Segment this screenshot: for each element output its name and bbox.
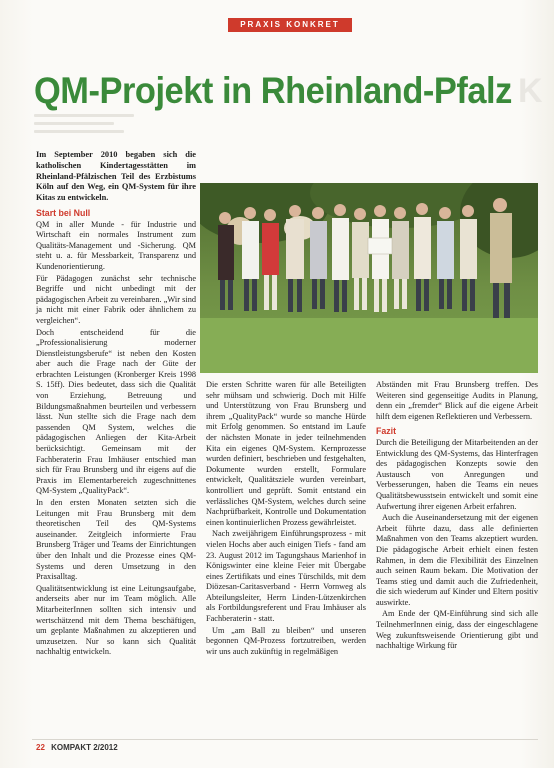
text-column-2 [206,380,366,658]
publication-name: KOMPAKT 2/2012 [51,743,118,752]
paragraph: Doch entscheidend für die „Professionalisierung moderner Dienstleistungsberufe“ ist neben den Kosten aber auch die Frage nach der Güte der erbrachten Leistungen (Kronberger Kreis 1998 S. 15ff). Dies bedeutet, dass sich die Qualität von Erziehung, Betreuung und Bildungsmaßnahmen beurteilen und verbessern lässt. Nun stellte sich die Frage nach dem passenden QM System, welches die pädagogischen Anliegen der Kita-Arbeit berücksichtigt. Gemeinsam mit der Fachberaterin Frau Imhäuser entschied man sich für Frau Brunsberg und ihr eigens auf die Praxis im Elementarbereich zugeschnittenes QM-System „QualityPack“. [36,327,196,496]
subhead-fazit: Fazit [376,426,397,437]
page-number: 22 [36,743,45,752]
paragraph: Nach zweijährigem Einführungsprozess - mit vielen Hochs aber auch einigen Tiefs - fand am 23. August 2012 im Tagungshaus Marienhof in Königswinter eine kleine Feier mit Übergabe eines Zertifikats und eines Türschilds, mit dem Diözesan-Caritasverband - Herrn Vornweg als Abteilungsleiter, Herrn Linden-Lützenkirchen als Fortbildungsreferent und Frau Imhäuser als Fachberaterin - statt. [206,529,366,624]
paragraph: In den ersten Monaten setzten sich die Leitungen mit Frau Brunsberg mit dem theoretischen Teil des QM-Systems auseinander. Zeitgleich informierte Frau Brunsberg Träger und Teams der Einrichtungen über den Inhalt und die Prozesse eines QM-Systems und deren Umsetzung in den Praxisalltag. [36,498,196,582]
footer-rule [32,739,538,740]
group-photo-illustration [200,183,538,373]
certificate [368,238,392,254]
paragraph: Am Ende der QM-Einführung sind sich alle TeilnehmerInnen einig, dass der eingeschlagene Weg zukunftsweisende Orientierung gibt und nachhaltige Wirkung für [376,609,538,651]
section-tag: PRAXIS KONKRET [228,18,352,32]
text-column-1 [36,150,196,659]
lead-paragraph: Im September 2010 begaben sich die katholischen Kindertagesstätten im Rheinland-Pfälzischen Teil des Erzbistums Köln auf den Weg, ein QM-System für ihre Kitas zu entwickeln. [36,150,196,203]
title-ghost-letter: K [518,72,543,110]
subhead-start: Start bei Null [36,207,91,218]
page-title: QM-Projekt in Rheinland-Pfalz [34,70,512,111]
paragraph: Abständen mit Frau Brunsberg treffen. Des Weiteren sind gegenseitige Audits in Planung, denn ein „fremder“ Blick auf die eigene Arbeit hilft dem eigenen Reflektieren und Verbessern. [376,380,538,421]
paragraph: Auch die Auseinandersetzung mit der eigenen Arbeit führte dazu, dass alle definierten Maßnahmen von den Teams akzeptiert wurden. Die pädagogische Arbeit erhielt einen festen Rahmen, in dem die Flexibilität des Einzelnen auch seinen Raum bekam. Die Motivation der Teams stieg und damit auch die Zufriedenheit, die sich wiederum auf Kinder und Eltern positiv auswirkte. [376,513,538,607]
paragraph: Durch die Beteiligung der Mitarbeitenden an der Entwicklung des QM-Systems, das Hinterfragen des pädagogischen Konzepts sowie den Austausch von Anregungen und Verbesserungen, haben die Teams ein neues Qualitätsbewusstsein entwickelt und somit eine Aufwertung ihrer eigenen Arbeit erfahren. [376,437,538,511]
paragraph: Die ersten Schritte waren für alle Beteiligten sehr mühsam und schwierig. Doch mit Hilfe und Unterstützung von Frau Brunsberg und ihrem „QualityPack“ wurde so manche Hürde mit Erfolg genommen. So entstand im Laufe der nächsten Monate in jeder teilnehmenden Kita ein eigenes QM-System. Kernprozesse wurden definiert, beschrieben und festgehalten, Dokumente wurden erstellt, Formulare entwickelt, Qualitätsziele wurden vereinbart, kontrolliert und geprüft. Somit entstand ein verlässliches QM-System, welches durch seine Nachprüfbarkeit, Kontrolle und Dokumentation einen kontinuierlichen Prozess gewährleistet. [206,380,366,527]
group-photo [200,183,538,373]
paragraph: Um „am Ball zu bleiben“ und unseren begonnen QM-Prozess fortzutreiben, werden wir uns auch zukünftig in regelmäßigen [206,625,366,656]
paragraph: QM in aller Munde - für Industrie und Wirtschaft ein normales Instrument zum Qualitäts-Management und -Sicherung. QM steht u. a. für Messbarkeit, Transparenz und Kundenorientierung. [36,219,196,271]
faint-subtitle-lines [34,114,144,136]
page-footer [36,743,118,752]
text-column-3 [376,380,538,653]
paragraph: Qualitätsentwicklung ist eine Leitungsaufgabe, anderseits aber nur im Team möglich. Alle MitarbeiterInnen sollten sich intensiv und wertschätzend mit dem Thema beschäftigen, um geplante Maßnahmen zu akzeptieren und umzusetzen. Nur so kann sich Qualität nachhaltig entwickeln. [36,583,196,657]
paragraph: Für Pädagogen zunächst sehr technische Begriffe und nicht unbedingt mit der pädagogischen Arbeit zu vereinbaren. „Wir sind ja nicht mit einer Fabrik oder ähnlichem zu vergleichen“. [36,273,196,325]
